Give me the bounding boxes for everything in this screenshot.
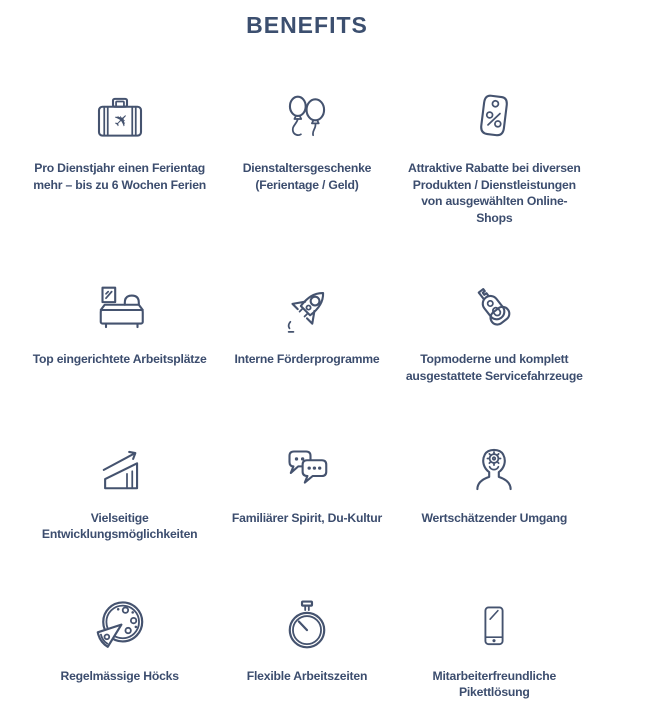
rocket-icon (278, 276, 336, 338)
benefit-item (214, 276, 400, 384)
stopwatch-icon (278, 593, 336, 655)
head-gear-icon (466, 435, 522, 497)
travel-suitcase-icon (91, 85, 149, 147)
benefit-label: Wertschätzender Umgang (421, 510, 568, 525)
benefit-item (27, 435, 213, 543)
benefit-item (214, 593, 400, 701)
chat-bubbles-icon (278, 435, 336, 497)
benefit-item (401, 276, 587, 384)
discount-tag-icon (466, 85, 522, 147)
car-key-icon (465, 276, 523, 338)
benefit-label: Regelmässige Höcks (60, 668, 179, 683)
pizza-icon (90, 593, 150, 655)
benefit-label: Topmoderne und komplett ausgestattete Servicefahrzeuge (405, 352, 583, 383)
growth-chart-icon (91, 435, 149, 497)
benefit-label: Attraktive Rabatte bei diversen Produkten / Dienstleistungen von ausgewählten Online-Shops (408, 161, 581, 225)
benefit-item (27, 276, 213, 384)
benefit-label: Interne Förderprogramme (234, 352, 380, 367)
page-title: BENEFITS (246, 12, 368, 38)
benefit-label: Dienstaltersgeschenke (Ferientage / Geld) (242, 161, 372, 192)
benefit-item (27, 85, 213, 226)
benefit-label: Familiärer Spirit, Du-Kultur (231, 510, 383, 525)
benefit-item (401, 435, 587, 543)
benefit-label: Vielseitige Entwicklungsmöglichkeiten (41, 510, 198, 542)
benefit-item (214, 435, 400, 543)
smartphone-icon (469, 593, 519, 655)
benefit-item (401, 85, 587, 226)
desk-workspace-icon (91, 276, 149, 338)
benefit-label: Mitarbeiterfreundliche Pikettlösung (432, 668, 557, 700)
benefits-grid (26, 85, 588, 701)
benefit-item (401, 593, 587, 701)
benefit-label: Flexible Arbeitszeiten (246, 668, 368, 683)
benefit-item (214, 85, 400, 226)
balloons-icon (279, 85, 335, 147)
benefit-label: Pro Dienstjahr einen Ferientag mehr – bis zu 6 Wochen Ferien (33, 161, 207, 192)
benefit-label: Top eingerichtete Arbeitsplätze (32, 352, 207, 367)
benefit-item (27, 593, 213, 701)
svg-text:✈: ✈ (108, 108, 135, 134)
